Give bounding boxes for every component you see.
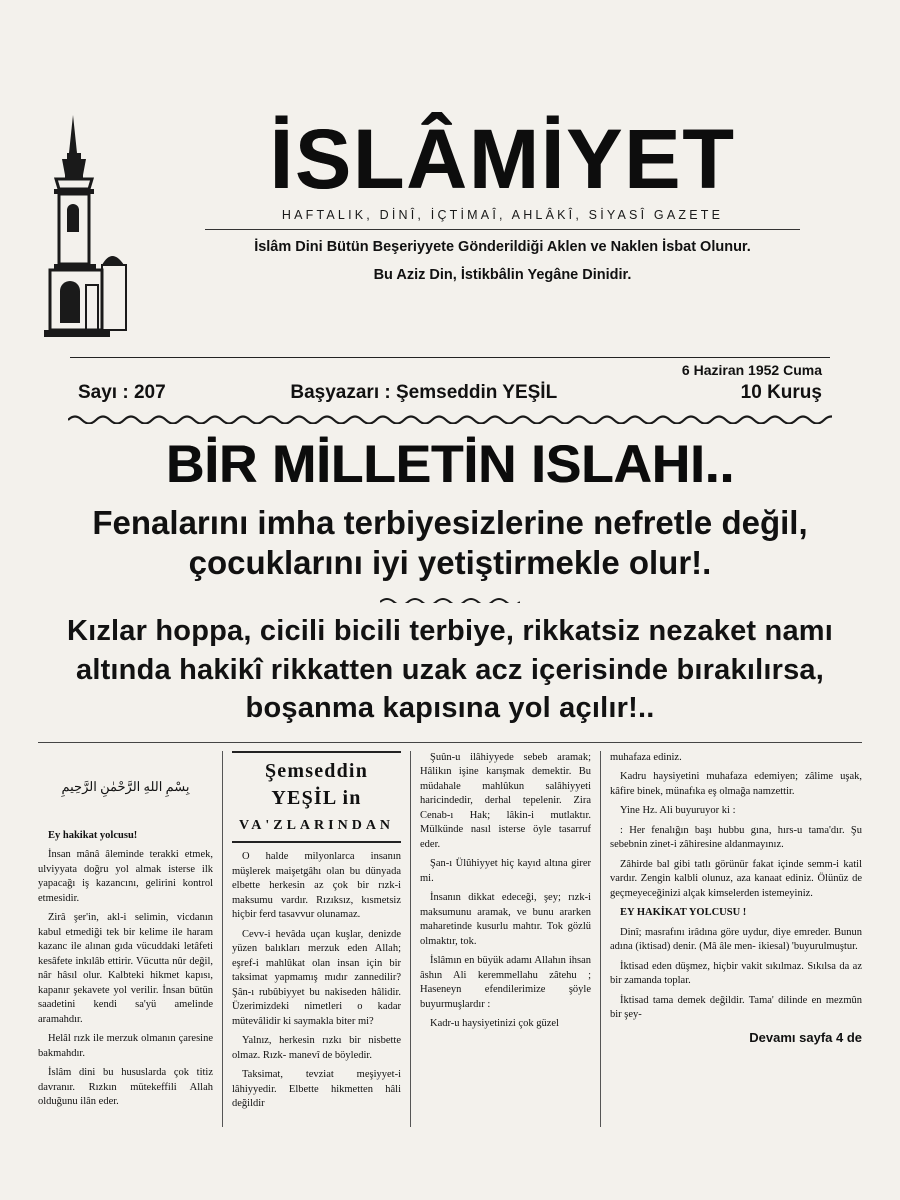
wavy-divider bbox=[68, 412, 832, 424]
paragraph: İnsan mânâ âleminde terakki etmek, ulviyyata doğru yol almak isterse ilk yapacağı iş kazancını, gelirini kontrol etmesidir. bbox=[38, 849, 213, 904]
paragraph: Şan-ı Ülûhiyyet hiç kayıd altına girer mi. bbox=[420, 858, 591, 884]
masthead-subtitle: HAFTALIK, DİNÎ, İÇTİMAÎ, AHLÂKÎ, SİYASÎ GAZETE bbox=[281, 207, 724, 222]
paragraph: Kadr-u haysiyetinizi çok güzel bbox=[430, 1018, 559, 1029]
paragraph: O halde milyonlarca insanın müşlerek maişetgâhı olan bu dünyada elbette herkesin az çok bir rızk-i maksumu vardır. Rızıksız, kısmetsiz hiçbir ferd tasavvur olunamaz. bbox=[232, 851, 401, 921]
issue-price: 10 Kuruş bbox=[740, 382, 822, 403]
paragraph: İktisad eden düşmez, hiçbir vakit sıkılmaz. Sıkılsa da az bir zamanda toplar. bbox=[610, 960, 862, 987]
masthead-motto-line1: İslâm Dini Bütün Beşeriyyete Gönderildiği Aklen ve Naklen İsbat Olunur. bbox=[254, 238, 751, 255]
column-2 bbox=[223, 751, 411, 1127]
column-2-header-line2: VA'ZLARINDAN bbox=[238, 817, 395, 833]
paragraph: İktisad tama demek değildir. Tama' dilinde en mezmûn bir şey- bbox=[610, 994, 862, 1021]
wavy-divider-small bbox=[380, 593, 520, 603]
paragraph: Yine Hz. Ali buyuruyor ki : bbox=[620, 805, 736, 817]
paragraph: İnsanın dikkat edeceği, şey; rızk-i maksumunu aramak, ve bunu ararken maharetinde kusurlu mahtır. Tok gözlü olmaktır, tok. bbox=[420, 892, 591, 947]
column-4-section-head: EY HAKİKAT YOLCUSU ! bbox=[620, 907, 747, 919]
divider bbox=[205, 229, 800, 230]
main-headline: BİR MİLLETİN ISLAHI.. bbox=[165, 435, 735, 494]
headline-deck: Kızlar hoppa, cicili bicili terbiye, rikkatsiz nezaket namı altında hakikî rikkatten uzak acz içerisinde bırakılırsa, boşanma kapısına yol açılır!.. bbox=[66, 615, 834, 725]
paragraph: Şuûn-u ilâhiyyede sebeb aramak; Hâlikın işine karışmak demektir. Bu müdahale mahlûkun salâhiyyeti haricindedir, derhal tepelenir. Zira Cenab-ı Hak; lâkin-i mutlaktır. Mülkünde nasıl isterse öyle tasarruf eder. bbox=[420, 751, 591, 850]
column-3 bbox=[411, 751, 601, 1127]
issue-date: 6 Haziran 1952 Cuma bbox=[681, 362, 822, 378]
paragraph: Dinî; masrafını irâdına göre uydur, diye emreder. Bunun adına (iktisad) denir. (Mâ âle men- ikiesal) 'buyurulmuştur. bbox=[610, 926, 862, 953]
paragraph: İslâm dini bu hususlarda çok titiz davranır. Rızkın mütekeffili Allah olduğunu ilân eder. bbox=[38, 1067, 213, 1107]
paragraph: Helâl rızk ile merzuk olmanın çaresine bakmahdır. bbox=[38, 1033, 213, 1059]
paragraph: Cevv-i hevâda uçan kuşlar, denizde yüzen balıkları merzuk eden Allah; eşref-i mahlûkat olan insan için bir taksimat yapmamış mıdır zannedilir? Şân-ı rubûbiyyet bu nakiseden hâlidir. Üzerimizdeki nimetleri o kadar mütevâlidir ki saymakla biter mi? bbox=[232, 928, 401, 1027]
page-title: İSLÂMİYET bbox=[269, 112, 736, 206]
masthead-motto-line2: Bu Aziz Din, İstikbâlin Yegâne Dinidir. bbox=[373, 266, 632, 283]
sub-headline: Fenalarını imha terbiyesizlerine nefretle değil, çocuklarını iyi yetiştirmekle olur!. bbox=[92, 503, 808, 581]
paragraph: Yalnız, herkesin rızkı bir nisbette olmaz. Rızk- manevî de böyledir. bbox=[232, 1035, 401, 1061]
paragraph: Taksimat, tevziat meşiyyet-i lâhiyyedir. Elbette hikmetten hâli değildir bbox=[232, 1069, 401, 1110]
masthead bbox=[0, 0, 900, 424]
column-4-top-line: muhafaza ediniz. bbox=[610, 751, 682, 763]
paragraph: : Her fenalığın başı hubbu gına, hırs-u tama'dır. Şu sebebnin zinet-i zâhiresine aldanmayınız. bbox=[610, 824, 862, 851]
issue-info-row bbox=[40, 362, 860, 404]
column-2-header bbox=[232, 751, 401, 844]
issue-number: Sayı : 207 bbox=[78, 382, 166, 403]
besmele-text: بِسْمِ اللهِ الرَّحْمٰنِ الرَّحِيمِ bbox=[61, 778, 190, 794]
besmele-calligraphy bbox=[38, 751, 213, 823]
column-4 bbox=[601, 751, 862, 1127]
column-1-lead: Ey hakikat yolcusu! bbox=[48, 829, 138, 841]
headline-block bbox=[0, 424, 900, 728]
paragraph: Zâhirde bal gibi tatlı görünür fakat içinde semm-i katil vardır. Zengin kalbli olunuz, aza kanaat ediniz. Ölünüz de geçmeyeceğinizi alçak kimselerden istemeyiniz. bbox=[610, 858, 862, 899]
divider-heavy bbox=[70, 357, 830, 358]
mosque-minaret-illustration-icon bbox=[40, 115, 135, 345]
editor-name: Başyazarı : Şemseddin YEŞİL bbox=[290, 382, 558, 403]
paragraph: Zirâ şer'in, akl-i selimin, vicdanın kabul etmediği tek bir kelime ile haram kazanc ile alınan gıda vücuddaki letâfeti kesâfete inkılâb ettirir. Vücutta nûr değil, nâr hâsıl olur. Kalbteki hikmet kapısı, kapanır şekavete yol verilir. İnsan bütün saadetini kendi sa'yü amelinde aramahdır. bbox=[38, 912, 213, 1025]
paragraph: Kadru haysiyetini muhafaza edemiyen; zâlime uşak, kâfire binek, münafıka eş olmağa namzettir. bbox=[610, 771, 862, 797]
paragraph: İslâmın en büyük adamı Allahın ihsan âshın Ali keremmellahu zâtehu ; Haseneyn efendilerimize şöyle buyurmuşlardır : bbox=[420, 955, 591, 1010]
article-columns bbox=[38, 742, 862, 1127]
continued-on-page-link[interactable]: Devamı sayfa 4 de bbox=[749, 1029, 862, 1045]
column-1 bbox=[38, 751, 223, 1127]
column-2-header-line1: Şemseddin YEŞİL in bbox=[264, 759, 369, 810]
